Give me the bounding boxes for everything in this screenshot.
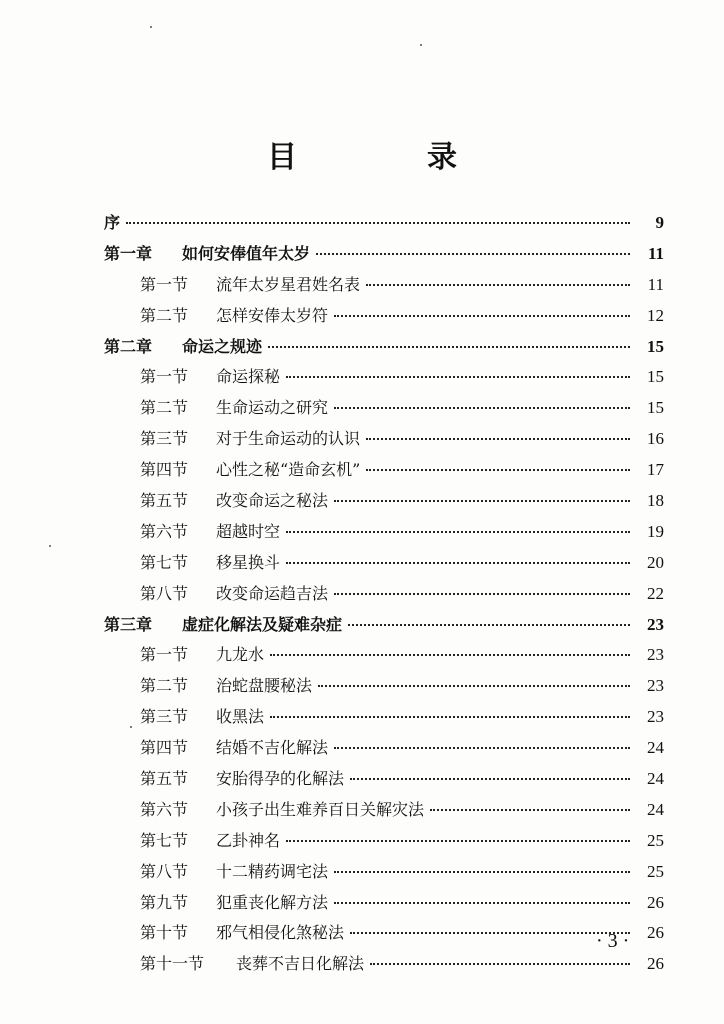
toc-entry-label: 超越时空: [216, 521, 281, 541]
scan-speck: [49, 545, 51, 547]
dot-leader: [350, 932, 630, 934]
toc-entry-number: 第六节: [140, 799, 189, 819]
dot-leader: [286, 531, 630, 533]
toc-entry-number: 第十一节: [140, 954, 205, 974]
toc-page-number: 9: [655, 213, 664, 232]
toc-entry-number: 第二节: [140, 676, 189, 696]
dot-leader: [268, 346, 630, 348]
toc-entry-title: [140, 486, 328, 517]
page-folio: · 3 ·: [596, 930, 630, 952]
toc-entry-number: 第一节: [140, 367, 189, 387]
toc-page-number: 26: [647, 923, 664, 943]
dot-leader: [334, 315, 630, 317]
toc-entry-number: 第五节: [140, 491, 189, 511]
toc-entry-title: [140, 888, 328, 919]
toc-page-number: 15: [647, 398, 664, 418]
toc-page-number: 24: [647, 769, 664, 789]
toc-entry-label: 结婚不吉化解法: [216, 738, 329, 758]
toc-entry-number: 第四节: [140, 738, 189, 758]
toc-section-entry: [104, 486, 664, 517]
toc-entry-label: 改变命运之秘法: [216, 491, 329, 511]
toc-entry-label: 丧葬不吉日化解法: [236, 954, 365, 974]
toc-section-entry: [104, 301, 664, 332]
dot-leader: [286, 840, 630, 842]
toc-entry-title: [104, 239, 310, 270]
toc-entry-label: 如何安俸值年太岁: [182, 243, 311, 263]
toc-chapter-entry: [104, 610, 664, 641]
dot-leader: [334, 593, 630, 595]
dot-leader: [334, 407, 630, 409]
dot-leader: [348, 624, 630, 626]
toc-entry-label: 乙卦神名: [216, 830, 281, 850]
toc-page-number: 15: [647, 336, 664, 356]
toc-section-entry: [104, 424, 664, 455]
toc-page-number: 25: [647, 861, 664, 881]
toc-page-number: 16: [647, 429, 664, 449]
toc-page-number: 17: [647, 460, 664, 480]
toc-entry-number: 第二节: [140, 398, 189, 418]
toc-section-entry: [104, 270, 664, 301]
toc-entry-label: 命运探秘: [216, 367, 281, 387]
toc-entry-title: [140, 764, 344, 795]
toc-page-number: 12: [647, 305, 664, 325]
toc-entry-label: 治蛇盘腰秘法: [216, 676, 313, 696]
toc-section-entry: [104, 888, 664, 919]
toc-entry-label: 十二精药调宅法: [216, 861, 329, 881]
toc-entry-title: [140, 393, 328, 424]
toc-entry-label: 犯重丧化解方法: [216, 892, 329, 912]
toc-page-number: 24: [647, 738, 664, 758]
toc-chapter-entry: [104, 208, 664, 239]
toc-page-number: 22: [647, 583, 664, 603]
toc-entry-number: 第八节: [140, 583, 189, 603]
toc-section-entry: [104, 671, 664, 702]
toc-section-entry: [104, 548, 664, 579]
toc-entry-title: [140, 517, 280, 548]
toc-entry-title: [140, 424, 360, 455]
toc-entry-title: [140, 857, 328, 888]
toc-entry-title: [140, 548, 280, 579]
toc-page-number: 23: [647, 614, 664, 634]
toc-entry-label: 安胎得孕的化解法: [216, 769, 345, 789]
toc-section-entry: [104, 362, 664, 393]
toc-section-entry: [104, 764, 664, 795]
dot-leader: [366, 284, 630, 286]
toc-entry-label: 命运之规迹: [182, 336, 263, 356]
toc-entry-label: 邪气相侵化煞秘法: [216, 923, 345, 943]
toc-entry-number: 第一章: [104, 243, 153, 263]
toc-entry-title: [104, 610, 342, 641]
toc-section-entry: [104, 857, 664, 888]
toc-entry-number: 第六节: [140, 521, 189, 541]
toc-section-entry: [104, 733, 664, 764]
toc-page-number: 11: [647, 274, 664, 294]
toc-entry-label: 小孩子出生难养百日关解灾法: [216, 799, 425, 819]
page-title: 目 录: [267, 140, 507, 175]
toc-entry-label: 心性之秘“造命玄机”: [216, 460, 361, 480]
toc-page-number: 11: [647, 243, 664, 263]
toc-entry-number: 第十节: [140, 923, 189, 943]
toc-page-number: 23: [647, 707, 664, 727]
toc-entry-number: 第三章: [104, 614, 153, 634]
toc-entry-number: 第一节: [140, 274, 189, 294]
toc-entry-number: 第三节: [140, 707, 189, 727]
dot-leader: [270, 716, 630, 718]
toc-section-entry: [104, 795, 664, 826]
toc-entry-number: 第一节: [140, 645, 189, 665]
toc-section-entry: [104, 702, 664, 733]
toc-section-entry: [104, 640, 664, 671]
toc-entry-title: [140, 702, 264, 733]
toc-entry-title: [140, 733, 328, 764]
dot-leader: [366, 438, 630, 440]
toc-page-number: 19: [647, 521, 664, 541]
scan-speck: [150, 26, 152, 28]
toc-entry-number: 第三节: [140, 429, 189, 449]
toc-page-number: 26: [647, 954, 664, 974]
dot-leader: [334, 902, 630, 904]
toc-entry-number: 第二章: [104, 336, 153, 356]
toc-entry-label: 九龙水: [216, 645, 265, 665]
table-of-contents: [104, 208, 664, 980]
toc-entry-title: [140, 455, 360, 486]
toc-entry-title: [140, 270, 360, 301]
toc-section-entry: [104, 918, 664, 949]
scan-speck: [130, 726, 132, 728]
toc-entry-label: 生命运动之研究: [216, 398, 329, 418]
toc-entry-number: 第七节: [140, 830, 189, 850]
dot-leader: [316, 253, 630, 255]
toc-chapter-entry: [104, 332, 664, 363]
toc-entry-label: 怎样安俸太岁符: [216, 305, 329, 325]
dot-leader: [334, 747, 630, 749]
toc-entry-number: 第九节: [140, 892, 189, 912]
toc-page-number: 23: [647, 676, 664, 696]
toc-section-entry: [104, 393, 664, 424]
toc-section-entry: [104, 826, 664, 857]
toc-page-number: 25: [647, 830, 664, 850]
toc-entry-number: 第五节: [140, 769, 189, 789]
toc-entry-label: 序: [104, 213, 121, 232]
toc-page-number: 15: [647, 367, 664, 387]
dot-leader: [370, 963, 630, 965]
toc-entry-title: [140, 918, 344, 949]
dot-leader: [334, 500, 630, 502]
scan-speck: [420, 44, 422, 46]
toc-entry-label: 移星换斗: [216, 552, 281, 572]
dot-leader: [334, 871, 630, 873]
toc-entry-title: [140, 671, 312, 702]
dot-leader: [430, 809, 630, 811]
toc-entry-number: 第四节: [140, 460, 189, 480]
toc-entry-label: 改变命运趋吉法: [216, 583, 329, 603]
dot-leader: [318, 685, 630, 687]
toc-entry-label: 虚症化解法及疑难杂症: [182, 614, 343, 634]
toc-page-number: 24: [647, 799, 664, 819]
toc-entry-title: [140, 362, 280, 393]
toc-entry-number: 第七节: [140, 552, 189, 572]
dot-leader: [126, 222, 630, 224]
toc-chapter-entry: [104, 239, 664, 270]
toc-page-number: 18: [647, 491, 664, 511]
toc-section-entry: [104, 949, 664, 980]
toc-entry-label: 流年太岁星君姓名表: [216, 274, 361, 294]
dot-leader: [366, 469, 630, 471]
toc-page-number: 26: [647, 892, 664, 912]
toc-entry-title: [140, 795, 424, 826]
toc-entry-number: 第八节: [140, 861, 189, 881]
toc-page-number: 23: [647, 645, 664, 665]
toc-entry-label: 收黑法: [216, 707, 265, 727]
toc-entry-title: [104, 208, 120, 239]
dot-leader: [286, 562, 630, 564]
toc-entry-title: [140, 949, 364, 980]
dot-leader: [350, 778, 630, 780]
toc-entry-title: [140, 301, 328, 332]
toc-entry-title: [140, 579, 328, 610]
toc-section-entry: [104, 455, 664, 486]
toc-entry-number: 第二节: [140, 305, 189, 325]
dot-leader: [286, 376, 630, 378]
toc-page-number: 20: [647, 552, 664, 572]
dot-leader: [270, 654, 630, 656]
toc-section-entry: [104, 517, 664, 548]
toc-entry-title: [104, 332, 262, 363]
toc-entry-title: [140, 826, 280, 857]
toc-entry-title: [140, 640, 264, 671]
toc-section-entry: [104, 579, 664, 610]
toc-entry-label: 对于生命运动的认识: [216, 429, 361, 449]
